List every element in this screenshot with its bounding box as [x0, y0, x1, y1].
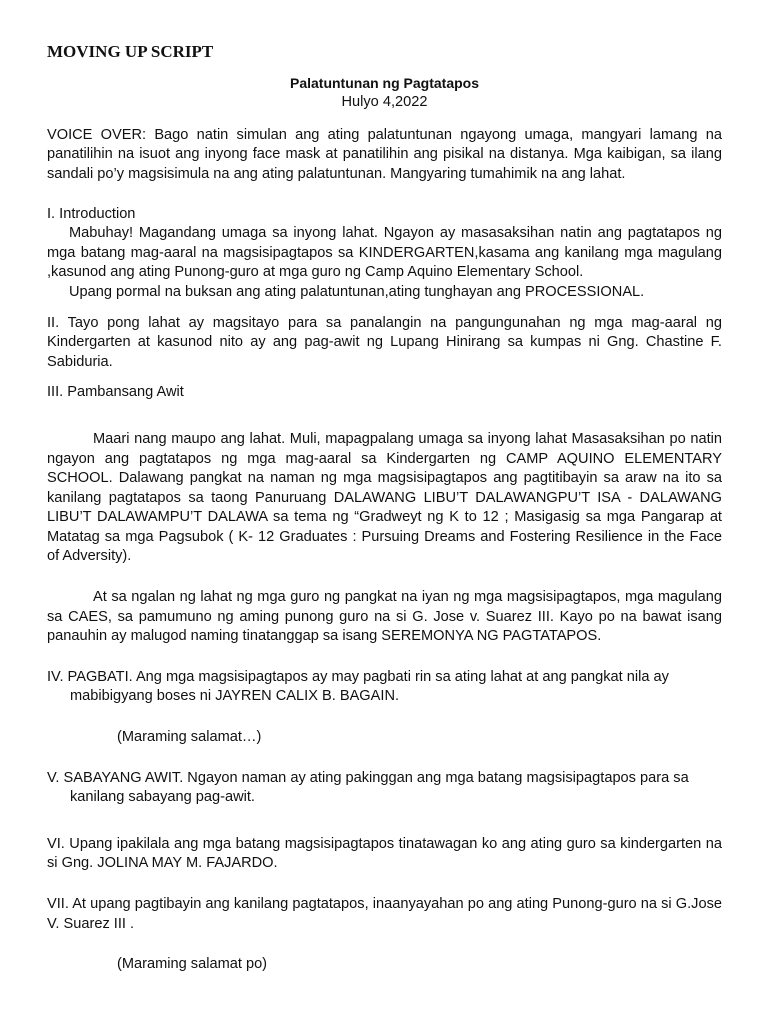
section-national-anthem — [47, 383, 722, 647]
welcome-paragraph: Maari nang maupo ang lahat. Muli, mapagpalang umaga sa inyong lahat Masasaksihan po natin ngayon ang pagtatapos ng mga mag-aaral sa Kindergarten ng CAMP AQUINO ELEMENTARY SCHOOL. Dalawang pangkat na naman ng mga magsisipagtapos ang pagtitibayin sa araw na ito sa kanilang pagtatapos sa taong Panuruang DALAWANG LIBU’T DALAWANGPU’T ISA - DALAWANG LIBU’T DALAWAMPU’T DALAWA sa tema ng “Gradweyt ng K to 12 ; Masigasig sa mga Pangarap at Matatag sa mga Pagsubok ( K- 12 Graduates : Pursuing Dreams and Fostering Resilience in the Face of Adversity). — [47, 430, 722, 565]
document-title: MOVING UP SCRIPT — [47, 42, 214, 61]
program-date: Hulyo 4,2022 — [341, 94, 428, 111]
section-heading: III. Pambansang Awit — [47, 384, 184, 401]
section-song-paragraph: V. SABAYANG AWIT. Ngayon naman ay ating pakinggan ang mga batang magsisipagtapos para sa kanilang sabayang pag-awit. — [47, 769, 689, 806]
program-title: Palatuntunan ng Pagtatapos — [289, 74, 479, 91]
introduction-paragraph: Mabuhay! Magandang umaga sa inyong lahat. Ngayon ay masasaksihan natin ang pagtatapos ng mga batang mag-aaral na magsisipagtapos sa KINDERGARTEN,kasama ang kanilang mga magulang ,kasunod ang ating Punong-guro at mga guro ng Camp Aquino Elementary School. — [47, 225, 722, 281]
principal-note: (Maraming salamat po) — [117, 956, 268, 973]
processional-paragraph: Upang pormal na buksan ang ating palatuntunan,ating tunghayan ang PROCESSIONAL. — [69, 283, 645, 300]
greeting-paragraph: IV. PAGBATI. Ang mga magsisipagtapos ay may pagbati rin sa ating lahat at ang pangkat nila ay mabibigyang boses ni JAYREN CALIX B. BAGAIN. — [47, 668, 669, 705]
section-introduction — [47, 205, 722, 303]
acknowledgement-paragraph: At sa ngalan ng lahat ng mga guro ng pangkat na iyan ng mga magsisipagtapos, mga magulang sa CAES, sa pamumuno ng aming punong guro na si G. Jose v. Suarez III. Kayo po na bawat isang panauhin ay malugod naming tinatanggap sa isang SEREMONYA NG PAGTATAPOS. — [47, 589, 722, 645]
voice-over-paragraph: VOICE OVER: Bago natin simulan ang ating palatuntunan ngayong umaga, mangyari lamang na panatilihin na isuot ang inyong face mask at panatilihin ang pisikal na distanya. Mga kaibigan, sa ilang sandali po’y magsisimula na ang ating palatuntunan. Mangyaring tumahimik na ang lahat. — [47, 126, 722, 182]
greeting-note: (Maraming salamat…) — [117, 729, 262, 746]
section-prayer-paragraph: II. Tayo pong lahat ay magsitayo para sa panalangin na pangungunahan ng mga mag-aaral ng Kindergarten at kasunod nito ay ang pag-awit ng Lupang Hinirang sa kumpas ni Gng. Chastine F. Sabiduria. — [47, 314, 722, 370]
section-heading: I. Introduction — [47, 205, 136, 222]
section-principal — [47, 895, 722, 975]
section-teacher-paragraph: VI. Upang ipakilala ang mga batang magsisipagtapos tinatawagan ko ang ating guro sa kindergarten na si Gng. JOLINA MAY M. FAJARDO. — [47, 835, 722, 872]
section-greeting — [47, 668, 722, 748]
principal-paragraph: VII. At upang pagtibayin ang kanilang pagtatapos, inaanyayahan po ang ating Punong-guro na si G.Jose V. Suarez III . — [47, 896, 722, 932]
